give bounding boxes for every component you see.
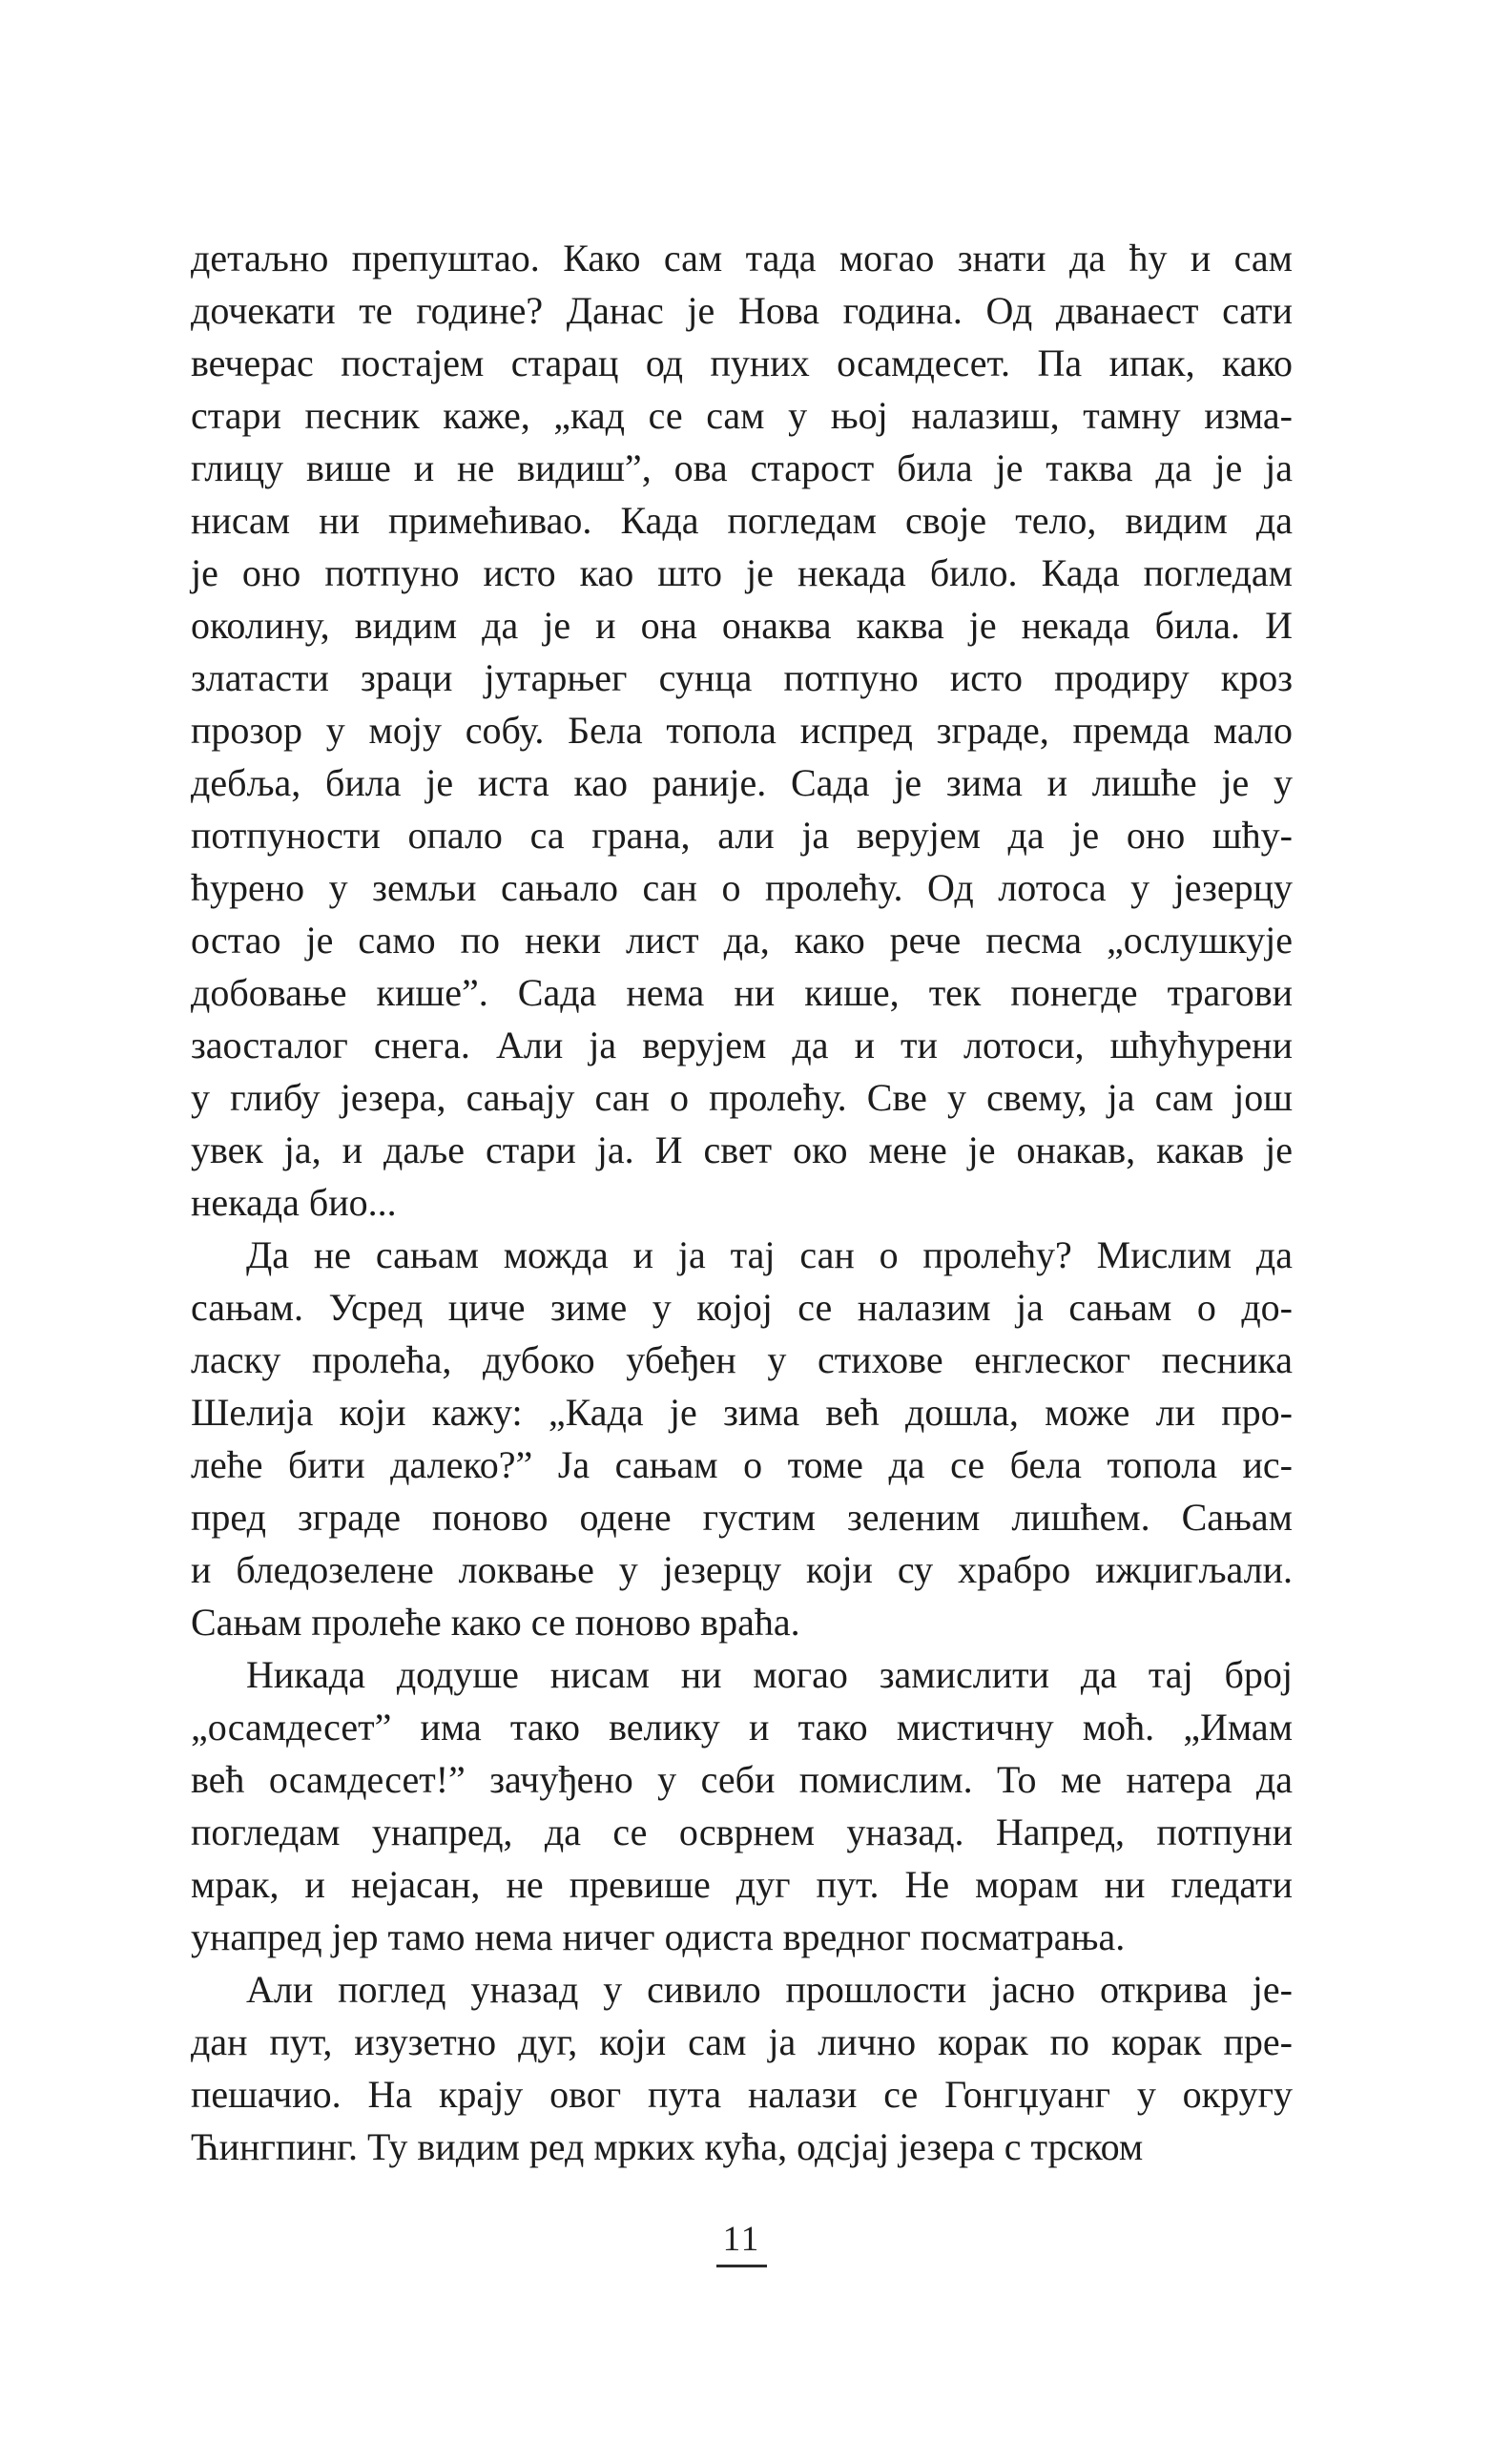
- text-line: дан пут, изузетно дуг, који сам ја лично корак по корак пре-: [191, 2020, 1293, 2063]
- text-line: већ осамдесет!” зачуђено у себи помислим. То ме натера да: [191, 1758, 1293, 1801]
- paragraph: [191, 232, 1293, 1229]
- text-line: погледам унапред, да се осврнем уназад. Напред, потпуни: [191, 1811, 1293, 1853]
- page-number: 11: [716, 2219, 768, 2267]
- page-text: [191, 232, 1293, 2173]
- text-line: нисам ни примећивао. Када погледам своје тело, видим да: [191, 499, 1293, 542]
- text-line: Шелија који кажу: „Када је зима већ дошла, може ли про-: [191, 1391, 1293, 1434]
- text-line: прозор у моју собу. Бела топола испред зграде, премда мало: [191, 709, 1293, 752]
- text-line: детаљно препуштао. Како сам тада могао знати да ћу и сам: [191, 237, 1293, 279]
- text-line: мрак, и нејасан, не превише дуг пут. Не морам ни гледати: [191, 1863, 1293, 1906]
- text-line: дебља, била је иста као раније. Сада је зима и лишће је у: [191, 761, 1293, 804]
- text-line: вечерас постајем старац од пуних осамдесет. Па ипак, како: [191, 341, 1293, 384]
- text-line: златасти зраци јутарњег сунца потпуно исто продиру кроз: [191, 656, 1293, 699]
- text-line: Али поглед уназад у сивило прошлости јасно открива је-: [246, 1968, 1293, 2011]
- text-line: унапред јер тамо нема ничег одиста вредног посматрања.: [191, 1915, 1126, 1958]
- text-line: потпуности опало са грана, али ја верујем да је оно шћу-: [191, 814, 1293, 857]
- text-line: некада био...: [191, 1181, 397, 1224]
- text-line: околину, видим да је и она онаква каква је некада била. И: [191, 604, 1293, 647]
- page-footer: [191, 2219, 1293, 2267]
- text-line: пред зграде поново одене густим зеленим лишћем. Сањам: [191, 1496, 1293, 1539]
- text-line: је оно потпуно исто као што је некада било. Када погледам: [191, 551, 1293, 594]
- text-line: Никада додуше нисам ни могао замислити да тај број: [246, 1653, 1293, 1696]
- text-line: леће бити далеко?” Ја сањам о томе да се бела топола ис-: [191, 1443, 1293, 1486]
- text-line: „осамдесет” има тако велику и тако мистичну моћ. „Имам: [191, 1706, 1293, 1749]
- text-line: Да не сањам можда и ја тај сан о пролећу? Мислим да: [246, 1233, 1293, 1276]
- paragraph: [191, 1648, 1293, 1963]
- text-line: ласку пролећа, дубоко убеђен у стихове енглеског песника: [191, 1338, 1293, 1381]
- text-line: заосталог снега. Али ја верујем да и ти лотоси, шћућурени: [191, 1024, 1293, 1066]
- text-line: добовање кише”. Сада нема ни кише, тек понегде трагови: [191, 971, 1293, 1014]
- text-line: увек ја, и даље стари ја. И свет око мене је онакав, какав је: [191, 1128, 1293, 1171]
- text-line: у глибу језера, сањају сан о пролећу. Све у свему, ја сам још: [191, 1076, 1293, 1119]
- text-line: ћурено у земљи сањало сан о пролећу. Од лотоса у језерцу: [191, 866, 1293, 909]
- text-line: и бледозелене локвање у језерцу који су храбро ижџигљали.: [191, 1548, 1293, 1591]
- text-line: Сањам пролеће како се поново враћа.: [191, 1601, 800, 1644]
- text-line: стари песник каже, „кад се сам у њој налазиш, тамну изма-: [191, 394, 1293, 437]
- text-line: глицу више и не видиш”, ова старост била је таква да је ја: [191, 446, 1293, 489]
- paragraph: [191, 1229, 1293, 1648]
- text-line: дочекати те године? Данас је Нова година. Од дванаест сати: [191, 289, 1293, 332]
- text-line: сањам. Усред циче зиме у којој се налазим ја сањам о до-: [191, 1286, 1293, 1329]
- text-line: Ћингпинг. Ту видим ред мрких кућа, одсјај језера с трском: [191, 2125, 1144, 2168]
- text-line: пешачио. На крају овог пута налази се Гонгџуанг у округу: [191, 2073, 1293, 2116]
- text-line: остао је само по неки лист да, како рече песма „ослушкује: [191, 919, 1293, 962]
- paragraph: [191, 1963, 1293, 2173]
